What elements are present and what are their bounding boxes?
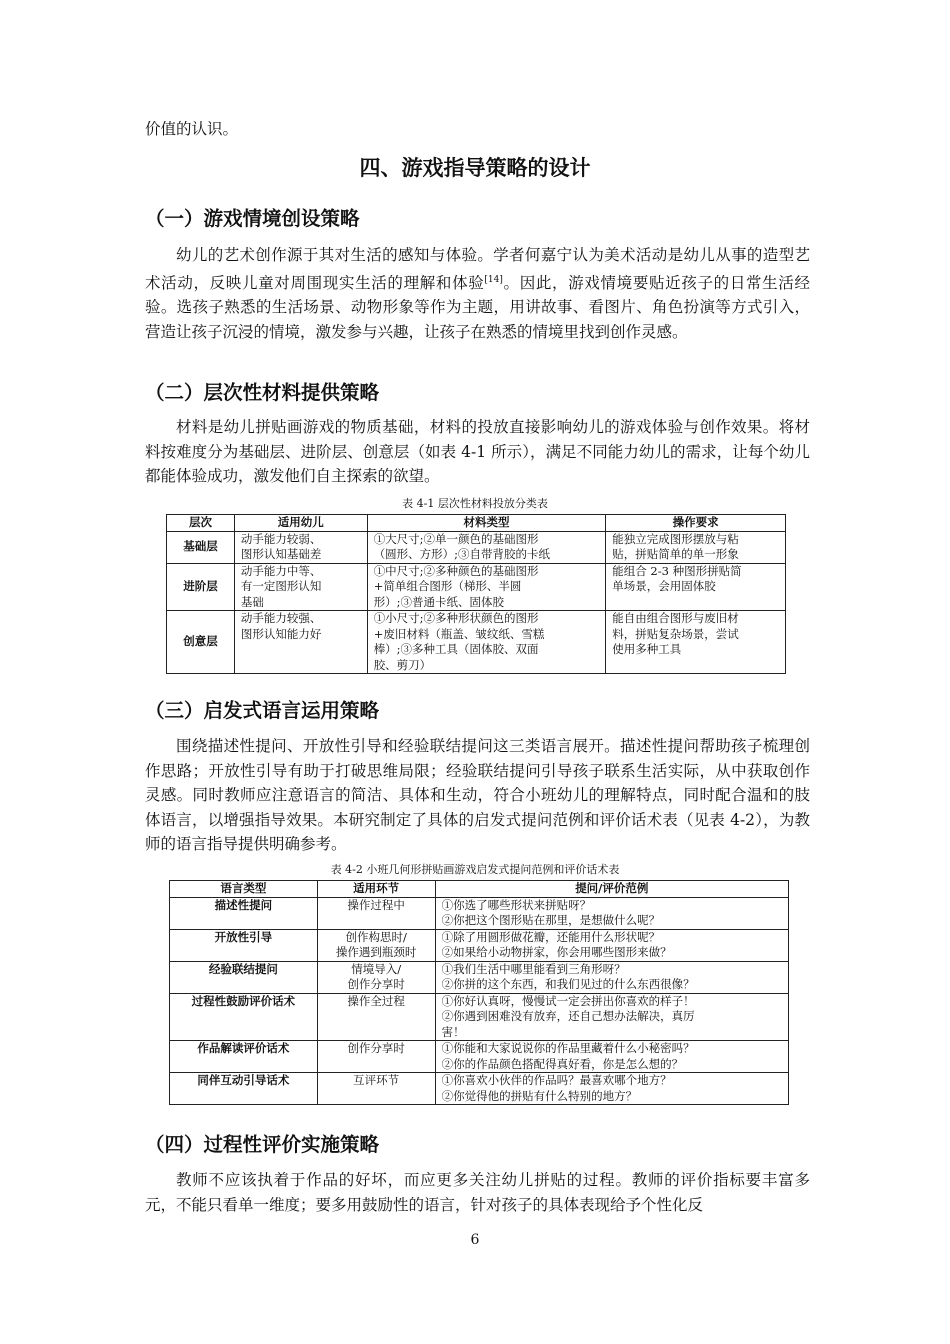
- table-header-cell: 适用幼儿: [234, 515, 367, 532]
- paragraph-1-part-b: 。因此，游戏情境要贴近孩子的日常生活经验。选孩子熟悉的生活场景、动物形象等作为主题，用讲故事、看图片、角色扮演等方式引入，营造让孩子沉浸的情境，激发参与兴趣，让孩子在熟悉的情境里找到创作灵感。: [145, 273, 810, 341]
- requirements-cell: 能组合 2-3 种图形拼贴简 单场景，会用固体胶: [606, 563, 786, 611]
- table-row: [170, 1041, 789, 1073]
- materials-cell: ①小尺寸;②多种形状颜色的图形 +废旧材料（瓶盖、皱纹纸、雪糕 棒）;③多种工具（固体胶、双面 胶、剪刀）: [367, 611, 606, 674]
- table-row: [170, 993, 789, 1041]
- table-header-cell: 层次: [167, 515, 235, 532]
- table-row: [167, 563, 786, 611]
- level-cell: 基础层: [167, 531, 235, 563]
- subsection-heading-3: （三）启发式语言运用策略: [145, 699, 380, 722]
- page-number: 6: [470, 1232, 480, 1248]
- example-cell: ①你能和大家说说你的作品里藏着什么小秘密吗？ ②你的作品颜色搭配得真好看，你是怎么想的？: [435, 1041, 788, 1073]
- stage-cell: 创作分享时: [317, 1041, 435, 1073]
- example-cell: ①我们生活中哪里能看到三角形呀？ ②你拼的这个东西，和我们见过的什么东西很像？: [435, 961, 788, 993]
- subsection-heading-2: （二）层次性材料提供策略: [145, 381, 380, 404]
- language-type-cell: 作品解读评价话术: [170, 1041, 318, 1073]
- paragraph-4: 教师不应该执着于作品的好坏，而应更多关注幼儿拼贴的过程。教师的评价指标要丰富多元，不能只看单一维度；要多用鼓励性的语言，针对孩子的具体表现给予个性化反: [145, 1171, 810, 1214]
- table-1: [166, 514, 786, 674]
- stage-cell: 创作构思时/ 操作遇到瓶颈时: [317, 929, 435, 961]
- language-type-cell: 描述性提问: [170, 897, 318, 929]
- stage-cell: 互评环节: [317, 1073, 435, 1105]
- stage-cell: 情境导入/ 创作分享时: [317, 961, 435, 993]
- language-type-cell: 同伴互动引导话术: [170, 1073, 318, 1105]
- paragraph-2: 材料是幼儿拼贴画游戏的物质基础，材料的投放直接影响幼儿的游戏体验与创作效果。将材料按难度分为基础层、进阶层、创意层（如表 4-1 所示），满足不同能力幼儿的需求，让每个幼儿都能体验成功，激发他们自主探索的欲望。: [145, 418, 810, 485]
- language-type-cell: 经验联结提问: [170, 961, 318, 993]
- children-cell: 动手能力较弱、 图形认知基础差: [234, 531, 367, 563]
- table-row: [170, 1073, 789, 1105]
- stage-cell: 操作全过程: [317, 993, 435, 1041]
- children-cell: 动手能力较强、 图形认知能力好: [234, 611, 367, 674]
- materials-cell: ①大尺寸;②单一颜色的基础图形 （圆形、方形）;③自带背胶的卡纸: [367, 531, 606, 563]
- table-header-cell: 适用环节: [317, 881, 435, 898]
- paragraph-1: [145, 243, 810, 344]
- table-row: [170, 961, 789, 993]
- language-type-cell: 开放性引导: [170, 929, 318, 961]
- table-header-cell: 操作要求: [606, 515, 786, 532]
- table-1-caption: 表 4-1 层次性材料投放分类表: [402, 497, 548, 510]
- requirements-cell: 能独立完成图形摆放与粘 贴，拼贴简单的单一形象: [606, 531, 786, 563]
- example-cell: ①你好认真呀，慢慢试一定会拼出你喜欢的样子！ ②你遇到困难没有放弃，还自己想办法解决，真厉 害！: [435, 993, 788, 1041]
- paragraph-3: 围绕描述性提问、开放性引导和经验联结提问这三类语言展开。描述性提问帮助孩子梳理创作思路；开放性引导有助于打破思维局限；经验联结提问引导孩子联系生活实际，从中获取创作灵感。同时教师应注意语言的简洁、具体和生动，符合小班幼儿的理解特点，同时配合温和的肢体语言，以增强指导效果。本研究制定了具体的启发式提问范例和评价话术表（见表 4-2），为教师的语言指导提供明确参考。: [145, 737, 810, 853]
- citation: [14]: [484, 274, 503, 285]
- section-title: 四、游戏指导策略的设计: [359, 156, 591, 180]
- table-header-row: [170, 881, 789, 898]
- table-row: [170, 929, 789, 961]
- materials-cell: ①中尺寸;②多种颜色的基础图形 +简单组合图形（梯形、半圆 形）;③普通卡纸、固体胶: [367, 563, 606, 611]
- requirements-cell: 能自由组合图形与废旧材 料，拼贴复杂场景，尝试 使用多种工具: [606, 611, 786, 674]
- subsection-heading-4: （四）过程性评价实施策略: [145, 1133, 380, 1156]
- level-cell: 进阶层: [167, 563, 235, 611]
- table-2-caption: 表 4-2 小班几何形拼贴画游戏启发式提问范例和评价话术表: [330, 863, 620, 876]
- level-cell: 创意层: [167, 611, 235, 674]
- example-cell: ①除了用圆形做花瓣，还能用什么形状呢？ ②如果给小动物拼家，你会用哪些图形来做？: [435, 929, 788, 961]
- continued-text: 价值的认识。: [145, 120, 239, 138]
- example-cell: ①你选了哪些形状来拼贴呀？ ②你把这个图形贴在那里，是想做什么呢？: [435, 897, 788, 929]
- paragraph-1-part-a: 幼儿的艺术创作源于其对生活的感知与体验。学者何嘉宁认为美术活动是幼儿从事的造型艺术活动，反映儿童对周围现实生活的理解和体验: [145, 246, 810, 292]
- example-cell: ①你喜欢小伙伴的作品吗？最喜欢哪个地方？ ②你觉得他的拼贴有什么特别的地方？: [435, 1073, 788, 1105]
- table-row: [167, 611, 786, 674]
- table-header-cell: 材料类型: [367, 515, 606, 532]
- stage-cell: 操作过程中: [317, 897, 435, 929]
- table-header-cell: 提问/评价范例: [435, 881, 788, 898]
- table-row: [167, 531, 786, 563]
- language-type-cell: 过程性鼓励评价话术: [170, 993, 318, 1041]
- table-row: [170, 897, 789, 929]
- table-2: [169, 880, 789, 1105]
- subsection-heading-1: （一）游戏情境创设策略: [145, 207, 360, 230]
- children-cell: 动手能力中等、 有一定图形认知 基础: [234, 563, 367, 611]
- table-header-cell: 语言类型: [170, 881, 318, 898]
- table-header-row: [167, 515, 786, 532]
